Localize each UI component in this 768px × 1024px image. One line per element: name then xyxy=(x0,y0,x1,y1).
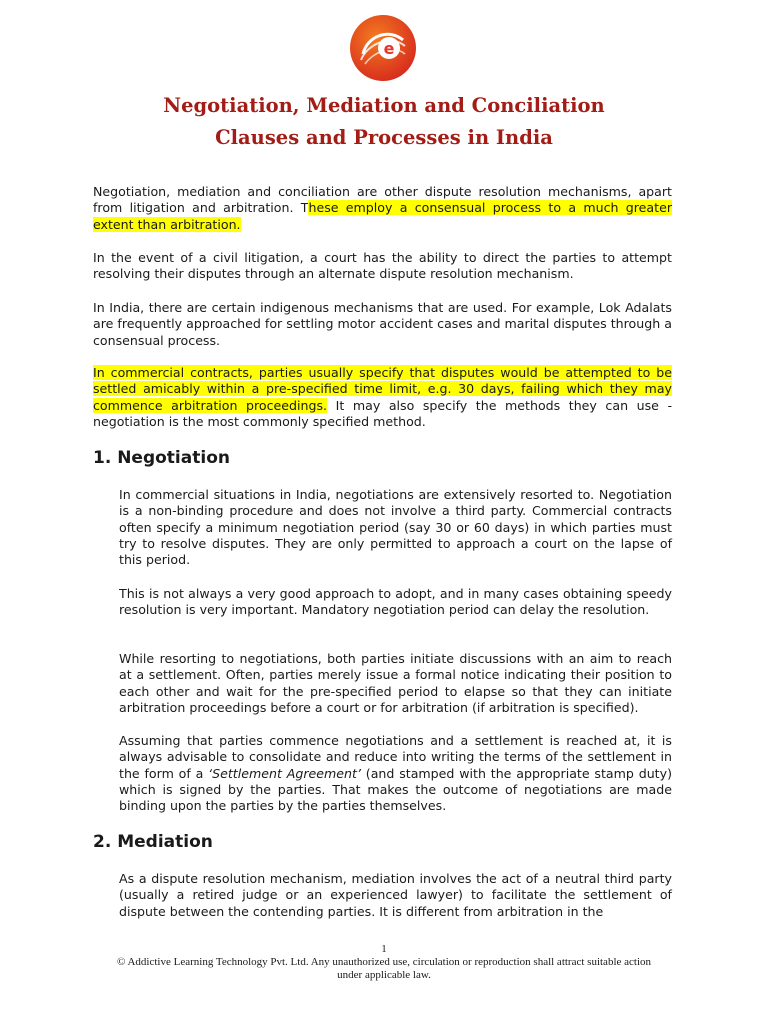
negotiation-p4-text-a: Assuming that parties commence negotiations and a settlement is reached at, it is always advisable to consolidate and reduce into writing the terms of the settlement in the form of a xyxy=(119,733,672,781)
company-logo xyxy=(349,14,417,82)
settlement-agreement-term: ‘Settlement Agreement’ xyxy=(208,765,361,781)
intro-p4-text: It may also specify the methods they can use - negotiation is the most commonly specified method. xyxy=(93,397,672,429)
intro-p1-text: Negotiation, mediation and conciliation are other dispute resolution mechanisms, apart from litigation and arbitration. T xyxy=(93,184,672,216)
footer-copyright-line-1: © Addictive Learning Technology Pvt. Ltd. Any unauthorized use, circulation or reproduction shall attract suitable action xyxy=(116,956,652,968)
section-heading-negotiation: 1. Negotiation xyxy=(93,448,230,468)
svg-text:e: e xyxy=(383,39,395,58)
intro-paragraph-2: In the event of a civil litigation, a court has the ability to direct the parties to attempt resolving their disputes through an alternate dispute resolution mechanism. xyxy=(93,250,672,282)
negotiation-paragraph-4 xyxy=(119,733,672,814)
negotiation-paragraph-2: This is not always a very good approach to adopt, and in many cases obtaining speedy resolution is very important. Mandatory negotiation period can delay the resolution. xyxy=(119,586,672,618)
intro-paragraph-1 xyxy=(93,184,672,233)
intro-paragraph-3: In India, there are certain indigenous mechanisms that are used. For example, Lok Adalats are frequently approached for settling motor accident cases and marital disputes through a consensual process. xyxy=(93,300,672,348)
section-heading-mediation: 2. Mediation xyxy=(93,832,213,852)
footer-copyright-line-2: under applicable law. xyxy=(337,969,431,981)
negotiation-p4-text-b: (and stamped with the appropriate stamp duty) which is signed by the parties. That makes the outcome of negotiations are made binding upon the parties by the parties themselves. xyxy=(119,765,672,814)
intro-p4-highlight: In commercial contracts, parties usually specify that disputes would be attempted to be settled amicably within a pre-specified time limit, e.g. 30 days, failing which they may commence arbitration proceedings. xyxy=(93,365,672,413)
intro-paragraph-4 xyxy=(93,365,672,430)
document-title-line-2: Clauses and Processes in India xyxy=(215,126,553,149)
negotiation-paragraph-1: In commercial situations in India, negotiations are extensively resorted to. Negotiation is a non-binding procedure and does not involve a third party. Commercial contracts often specify a minimum negotiation period (say 30 or 60 days) in which parties must try to resolve disputes. They are only permitted to approach a court on the lapse of this period. xyxy=(119,487,672,568)
intro-p1-highlight: hese employ a consensual process to a much greater extent than arbitration. xyxy=(93,200,672,232)
page-number: 1 xyxy=(381,943,387,955)
document-title-line-1: Negotiation, Mediation and Conciliation xyxy=(163,94,605,117)
mediation-paragraph-1: As a dispute resolution mechanism, mediation involves the act of a neutral third party (usually a retired judge or an experienced lawyer) to facilitate the settlement of dispute between the contending parties. It is different from arbitration in the xyxy=(119,871,672,919)
negotiation-paragraph-3: While resorting to negotiations, both parties initiate discussions with an aim to reach at a settlement. Often, parties merely issue a formal notice indicating their position to each other and wait for the pre-specified period to elapse so that they can initiate arbitration proceedings before a court or for arbitration (if arbitration is specified). xyxy=(119,651,672,715)
